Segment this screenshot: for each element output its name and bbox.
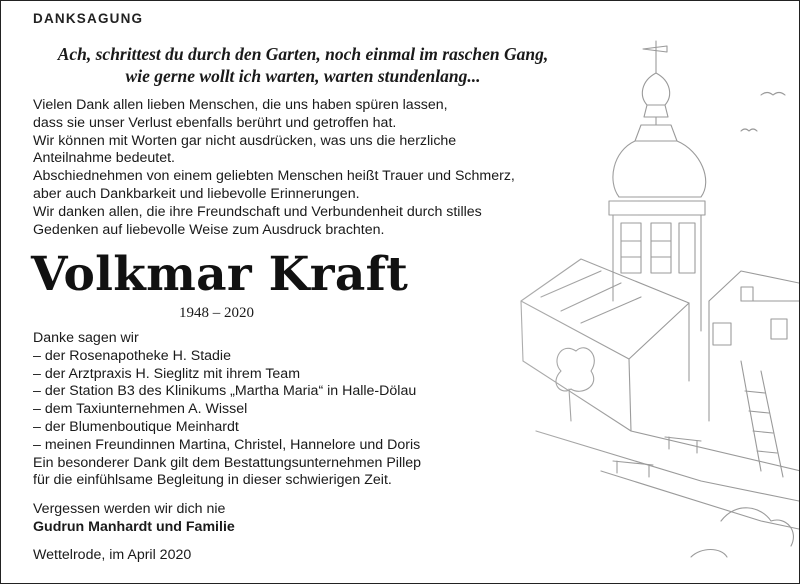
text-line: Wir danken allen, die ihre Freundschaft und Verbundenheit durch stilles — [33, 203, 482, 220]
list-item: – meinen Freundinnen Martina, Christel, Hannelore und Doris — [33, 436, 421, 453]
list-item: – der Station B3 des Klinikums „Martha Maria“ in Halle-Dölau — [33, 383, 417, 400]
life-dates: 1948 – 2020 — [179, 305, 254, 321]
text-line: Wir können mit Worten gar nicht ausdrücken, was uns die herzliche — [33, 132, 457, 149]
thanks-list — [33, 330, 421, 490]
text-line: Anteilnahme bedeutet. — [33, 150, 175, 167]
motto-line: Ach, schrittest du durch den Garten, noch einmal im raschen Gang, — [57, 44, 549, 64]
list-item: – der Arztpraxis H. Sieglitz mit ihrem Team — [33, 365, 301, 382]
list-item: – der Blumenboutique Meinhardt — [33, 418, 239, 435]
intro-paragraph — [33, 97, 515, 239]
notice-type-label: DANKSAGUNG — [33, 11, 144, 26]
text-line: aber auch Dankbarkeit und liebevolle Erinnerungen. — [33, 185, 360, 202]
place-date: Wettelrode, im April 2020 — [33, 547, 192, 563]
text-line: dass sie unser Verlust ebenfalls berührt und getroffen hat. — [33, 114, 397, 131]
signature: Gudrun Manhardt und Familie — [33, 518, 235, 535]
list-item: – der Rosenapotheke H. Stadie — [33, 347, 231, 364]
motto-line: wie gerne wollt ich warten, warten stundenlang... — [125, 66, 481, 86]
text-line: Danke sagen wir — [33, 330, 139, 346]
closing-block — [33, 501, 235, 537]
text-line: Gedenken auf liebevolle Weise zum Ausdruck brachten. — [33, 221, 385, 238]
text-line: für die einfühlsame Begleitung in dieser schwierigen Zeit. — [33, 472, 392, 489]
text-line: Ein besonderer Dank gilt dem Bestattungsunternehmen Pillep — [33, 454, 422, 471]
text-line: Vielen Dank allen lieben Menschen, die uns haben spüren lassen, — [33, 97, 448, 113]
deceased-name: Volkmar Kraft — [31, 247, 409, 302]
text-line: Abschiednehmen von einem geliebten Menschen heißt Trauer und Schmerz, — [33, 168, 515, 185]
motto-verse — [33, 43, 573, 87]
closing-line: Vergessen werden wir dich nie — [33, 501, 226, 517]
list-item: – dem Taxiunternehmen A. Wissel — [33, 401, 248, 418]
